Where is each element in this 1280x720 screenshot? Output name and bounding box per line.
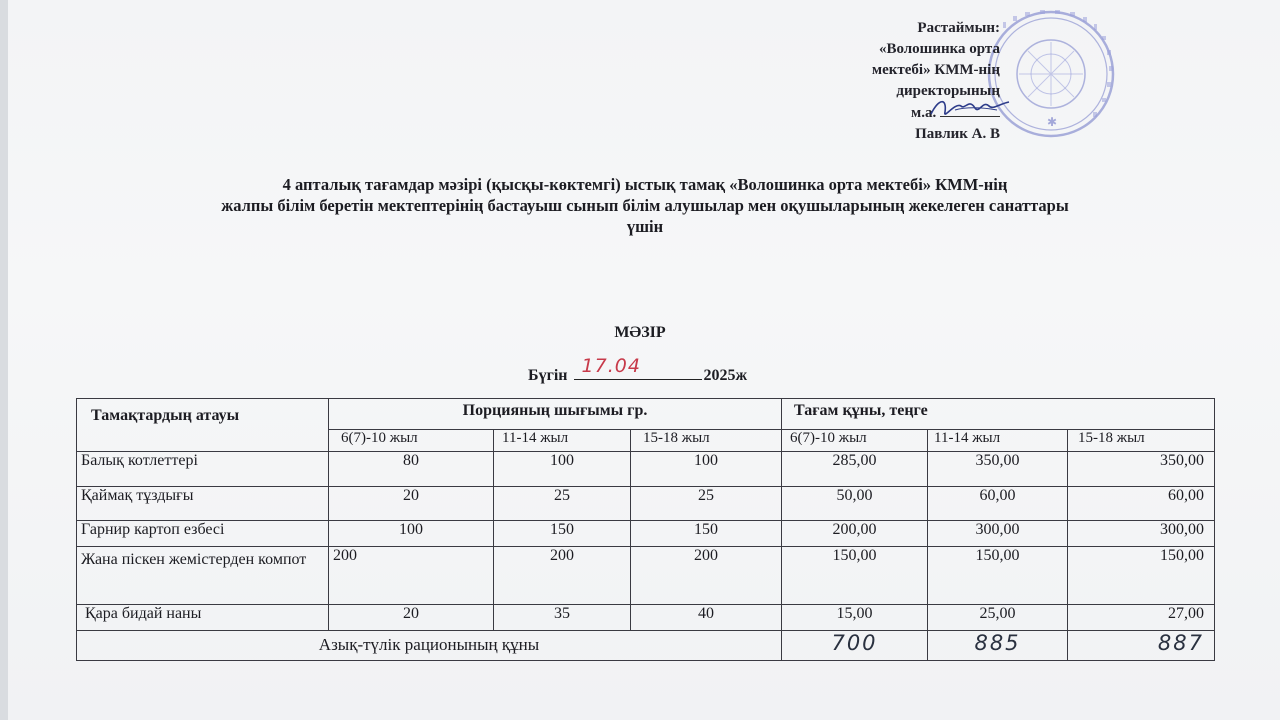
approval-block (830, 18, 1000, 145)
price-cell: 25,00 (928, 605, 1068, 631)
price-cell: 15,00 (782, 605, 928, 631)
age-header: 15-18 жыл (631, 430, 782, 452)
age-header: 11-14 жыл (928, 430, 1068, 452)
page-edge (0, 0, 8, 720)
table-row (77, 547, 1215, 605)
price-cell: 150,00 (928, 547, 1068, 605)
price-cell: 150,00 (782, 547, 928, 605)
portion-cell: 25 (631, 487, 782, 521)
col-name-header: Тамақтардың атауы (77, 399, 329, 452)
portion-cell: 35 (494, 605, 631, 631)
svg-text:✱: ✱ (1047, 115, 1058, 129)
approval-line: директорының (896, 83, 1000, 99)
portion-cell: 200 (631, 547, 782, 605)
price-cell: 200,00 (782, 521, 928, 547)
handwritten-date: 17.04 (581, 355, 641, 377)
table-row (77, 605, 1215, 631)
price-group-header: Тағам құны, теңге (782, 399, 1215, 430)
price-cell: 350,00 (928, 452, 1068, 487)
price-cell: 60,00 (928, 487, 1068, 521)
dish-name: Балық котлеттері (77, 452, 329, 487)
total-label: Азық-түлік рационының құны (77, 631, 782, 661)
handwritten-signature (925, 92, 1015, 122)
price-cell: 350,00 (1068, 452, 1215, 487)
price-cell: 285,00 (782, 452, 928, 487)
document-title (70, 174, 1220, 237)
portion-cell: 20 (329, 605, 494, 631)
date-prefix: Бүгін (528, 367, 568, 384)
portion-cell: 100 (329, 521, 494, 547)
price-cell: 300,00 (1068, 521, 1215, 547)
date-blank (574, 355, 702, 380)
title-line: үшін (626, 217, 664, 236)
total-handwritten: 700 (782, 631, 928, 661)
date-suffix: 2025ж (703, 367, 748, 384)
dish-name: Қаймақ тұздығы (77, 487, 329, 521)
portion-cell: 200 (329, 547, 494, 605)
dish-name: Қара бидай наны (77, 605, 329, 631)
portion-cell: 25 (494, 487, 631, 521)
portion-group-header: Порцияның шығымы гр. (329, 399, 782, 430)
table-header-row (77, 399, 1215, 430)
portion-cell: 80 (329, 452, 494, 487)
dish-name: Гарнир картоп езбесі (77, 521, 329, 547)
total-handwritten: 887 (1068, 631, 1215, 661)
portion-cell: 100 (631, 452, 782, 487)
portion-cell: 20 (329, 487, 494, 521)
total-row (77, 631, 1215, 661)
portion-cell: 40 (631, 605, 782, 631)
price-cell: 50,00 (782, 487, 928, 521)
approval-line: «Волошинка орта (878, 41, 1000, 57)
director-name: Павлик А. В (915, 126, 1000, 142)
portion-cell: 150 (494, 521, 631, 547)
table-row (77, 521, 1215, 547)
age-header: 6(7)-10 жыл (329, 430, 494, 452)
portion-cell: 100 (494, 452, 631, 487)
age-header: 6(7)-10 жыл (782, 430, 928, 452)
table-row (77, 452, 1215, 487)
title-line: 4 апталық тағамдар мәзірі (қысқы-көктемгі) ыстық тамақ «Волошинка орта мектебі» КММ-нің (282, 175, 1008, 194)
menu-table (76, 398, 1215, 661)
menu-heading: МӘЗІР (614, 324, 666, 341)
title-line: жалпы білім беретін мектептерінің бастауыш сынып білім алушылар мен оқушыларының жекелеген санаттары (221, 196, 1069, 215)
age-header: 15-18 жыл (1068, 430, 1215, 452)
approval-line: Растаймын: (917, 20, 1000, 36)
acting-prefix: м.а. (911, 105, 937, 121)
table-row (77, 487, 1215, 521)
price-cell: 27,00 (1068, 605, 1215, 631)
date-line (528, 355, 748, 385)
dish-name: Жана піскен жемістерден компот (77, 547, 329, 605)
price-cell: 150,00 (1068, 547, 1215, 605)
total-handwritten: 885 (928, 631, 1068, 661)
price-cell: 60,00 (1068, 487, 1215, 521)
approval-line: мектебі» КММ-нің (871, 62, 1000, 78)
portion-cell: 200 (494, 547, 631, 605)
portion-cell: 150 (631, 521, 782, 547)
age-header: 11-14 жыл (494, 430, 631, 452)
price-cell: 300,00 (928, 521, 1068, 547)
